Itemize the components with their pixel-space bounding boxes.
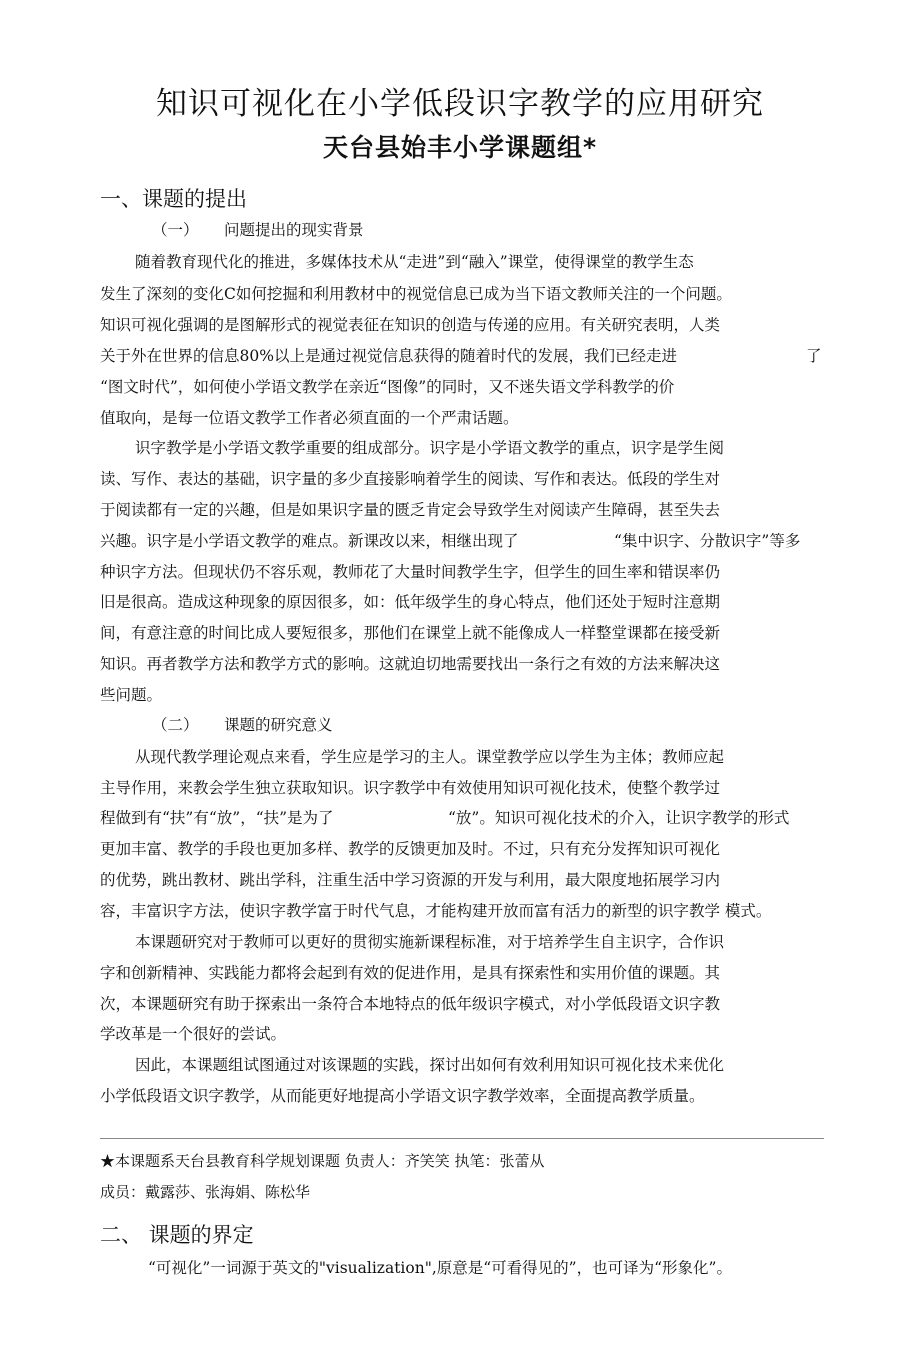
paragraph-line: 随着教育现代化的推进，多媒体技术从“走进”到“融入”课堂，使得课堂的教学生态 — [135, 253, 694, 271]
paragraph-line-tail: “集中识字、分散识字”等多 — [614, 532, 801, 550]
paragraph-line: 字和创新精神、实践能力都将会起到有效的促进作用，是具有探索性和实用价值的课题。其 — [100, 964, 721, 982]
paragraph-line: 知识。再者教学方法和教学方式的影响。这就迫切地需要找出一条行之有效的方法来解决这 — [100, 655, 721, 673]
paragraph-line: 间，有意注意的时间比成人要短很多，那他们在课堂上就不能像成人一样整堂课都在接受新 — [100, 624, 721, 642]
paragraph-line: 主导作用，来教会学生独立获取知识。识字教学中有效使用知识可视化技术，使整个教学过 — [100, 779, 721, 797]
subsection-2-number: （二） — [152, 716, 199, 734]
paragraph-line: 小学低段语文识字教学，从而能更好地提高小学语文识字教学效率，全面提高教学质量。 — [100, 1087, 705, 1105]
section-1-heading: 一、课题的提出 — [100, 187, 247, 211]
footnote-line: ★本课题系天台县教育科学规划课题 负责人：齐笑笑 执笔：张蕾从 — [100, 1152, 545, 1170]
document-title: 知识可视化在小学低段识字教学的应用研究 — [156, 86, 764, 122]
paragraph-line: 容，丰富识字方法，使识字教学富于时代气息，才能构建开放而富有活力的新型的识字教学 模式。 — [100, 902, 772, 920]
paragraph-line-tail: 了 — [806, 347, 822, 365]
paragraph-line: 的优势，跳出教材、跳出学科，注重生活中学习资源的开发与利用，最大限度地拓展学习内 — [100, 871, 721, 889]
paragraph-line: 次，本课题研究有助于探索出一条符合本地特点的低年级识字模式，对小学低段语文识字教 — [100, 995, 721, 1013]
paragraph-line: 旧是很高。造成这种现象的原因很多，如：低年级学生的身心特点，他们还处于短时注意期 — [100, 593, 721, 611]
subsection-1-number: （一） — [152, 221, 199, 239]
footnote-divider — [100, 1138, 824, 1139]
paragraph-line: 发生了深刻的变化C如何挖掘和利用教材中的视觉信息已成为当下语文教师关注的一个问题。 — [100, 285, 732, 303]
paragraph-line: “可视化”一词源于英文的"visualization",原意是“可看得见的”，也可译为“形象化”。 — [148, 1259, 732, 1277]
paragraph-line: 更加丰富、教学的手段也更加多样、教学的反馈更加及时。不过，只有充分发挥知识可视化 — [100, 840, 721, 858]
paragraph-line: 知识可视化强调的是图解形式的视觉表征在知识的创造与传递的应用。有关研究表明，人类 — [100, 316, 721, 334]
paragraph-line: 从现代教学理论观点来看，学生应是学习的主人。课堂教学应以学生为主体；教师应起 — [135, 748, 725, 766]
subsection-1-heading — [152, 218, 364, 240]
document-subtitle: 天台县始丰小学课题组* — [322, 133, 598, 162]
subsection-2-label: 课题的研究意义 — [224, 716, 333, 734]
paragraph-line: 于阅读都有一定的兴趣，但是如果识字量的匮乏肯定会导致学生对阅读产生障碍，甚至失去 — [100, 501, 721, 519]
section-2-heading: 二、 课题的界定 — [100, 1223, 254, 1247]
subsection-2-heading — [152, 713, 333, 735]
footnote-line: 成员：戴露莎、张海娟、陈松华 — [100, 1183, 311, 1201]
paragraph-line: 程做到有“扶”有“放”，“扶”是为了 — [100, 809, 334, 827]
paragraph-line: 因此，本课题组试图通过对该课题的实践，探讨出如何有效利用知识可视化技术来优化 — [135, 1056, 725, 1074]
paragraph-line: 识字教学是小学语文教学重要的组成部分。识字是小学语文教学的重点，识字是学生阅 — [135, 439, 725, 457]
paragraph-line: 些问题。 — [100, 686, 163, 704]
paragraph-line: 兴趣。识字是小学语文教学的难点。新课改以来，相继出现了 — [100, 532, 519, 550]
paragraph-line: “图文时代”，如何使小学语文教学在亲近“图像”的同时，又不迷失语文学科教学的价 — [100, 378, 675, 396]
paragraph-line: 值取向，是每一位语文教学工作者必须直面的一个严肃话题。 — [100, 409, 519, 427]
paragraph-line-tail: “放”。知识可视化技术的介入，让识字教学的形式 — [448, 809, 790, 827]
paragraph-line: 本课题研究对于教师可以更好的贯彻实施新课程标准，对于培养学生自主识字，合作识 — [135, 933, 725, 951]
paragraph-line: 种识字方法。但现状仍不容乐观，教师花了大量时间教学生字，但学生的回生率和错误率仍 — [100, 563, 721, 581]
subsection-1-label: 问题提出的现实背景 — [224, 221, 364, 239]
paragraph-line: 读、写作、表达的基础，识字量的多少直接影响着学生的阅读、写作和表达。低段的学生对 — [100, 470, 721, 488]
paragraph-line: 学改革是一个很好的尝试。 — [100, 1025, 287, 1043]
paragraph-line: 关于外在世界的信息80%以上是通过视觉信息获得的随着时代的发展，我们已经走进 — [100, 347, 677, 365]
